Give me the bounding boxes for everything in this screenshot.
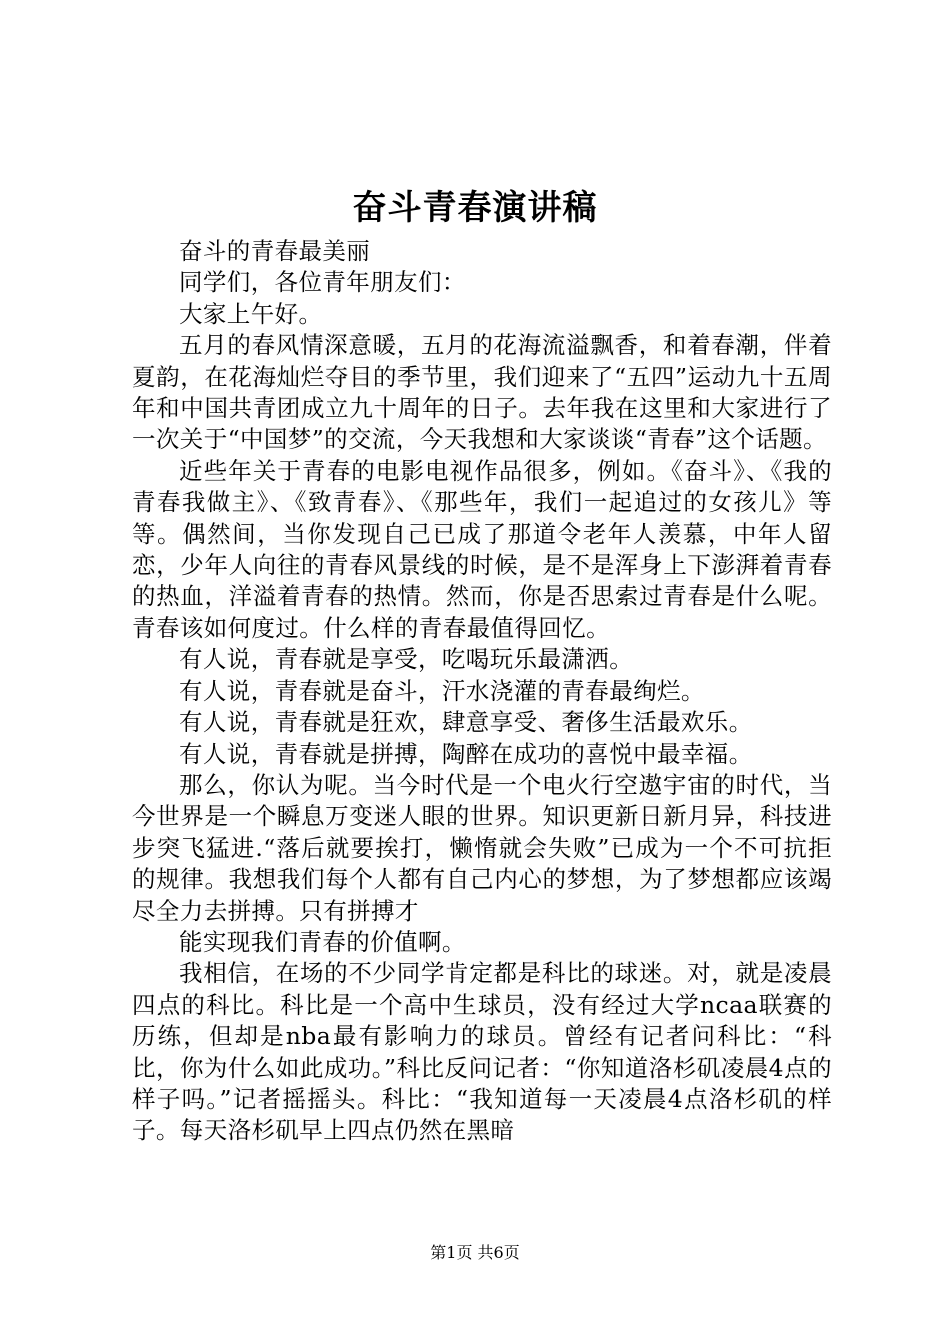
- paragraph: 能实现我们青春的价值啊。: [179, 927, 466, 956]
- page-number-footer: 第1页 共6页: [430, 1243, 520, 1262]
- paragraph: 近些年关于青春的电影电视作品很多，例如。《奋斗》、《我的青春我做主》、《致青春》、《那些年，我们一起追过的女孩儿》等等。偶然间，当你发现自己已成了那道令老年人羡慕，中年人留恋，少年人向往的青春风景线的时候，是不是浑身上下澎湃着青春的热血，洋溢着青春的热情。然而，你是否思索过青春是什么呢。青春该如何度过。什么样的青春最值得回忆。: [132, 456, 832, 642]
- paragraph: 大家上午好。: [179, 299, 323, 328]
- paragraph: 同学们，各位青年朋友们：: [179, 268, 466, 297]
- paragraph: 有人说，青春就是奋斗，汗水浇灌的青春最绚烂。: [179, 676, 705, 705]
- paragraph: 我相信，在场的不少同学肯定都是科比的球迷。对，就是凌晨四点的科比。科比是一个高中生球员，没有经过大学ncaa联赛的历练，但却是nba最有影响力的球员。曾经有记者问科比：“科比，你为什么如此成功。”科比反问记者：“你知道洛杉矶凌晨4点的样子吗。”记者摇摇头。科比：“我知道每一天凌晨4点洛杉矶的样子。每天洛杉矶早上四点仍然在黑暗: [132, 959, 832, 1145]
- paragraph: 有人说，青春就是拼搏，陶醉在成功的喜悦中最幸福。: [179, 739, 753, 768]
- paragraph: 有人说，青春就是享受，吃喝玩乐最潇洒。: [179, 645, 634, 674]
- paragraph: 五月的春风情深意暖，五月的花海流溢飘香，和着春潮，伴着夏韵，在花海灿烂夺目的季节里，我们迎来了“五四”运动九十五周年和中国共青团成立九十周年的日子。去年我在这里和大家进行了一次关于“中国梦”的交流，今天我想和大家谈谈“青春”这个话题。: [132, 331, 832, 454]
- document-body: [132, 236, 832, 1147]
- document-title: 奋斗青春演讲稿: [352, 188, 598, 228]
- paragraph: 有人说，青春就是狂欢，肆意享受、奢侈生活最欢乐。: [179, 708, 753, 737]
- paragraph: 那么，你认为呢。当今时代是一个电火行空遨宇宙的时代，当今世界是一个瞬息万变迷人眼的世界。知识更新日新月异，科技进步突飞猛进.“落后就要挨打，懒惰就会失败”已成为一个不可抗拒的规律。我想我们每个人都有自己内心的梦想，为了梦想都应该竭尽全力去拼搏。只有拼搏才: [132, 770, 832, 925]
- paragraph: 奋斗的青春最美丽: [179, 237, 371, 265]
